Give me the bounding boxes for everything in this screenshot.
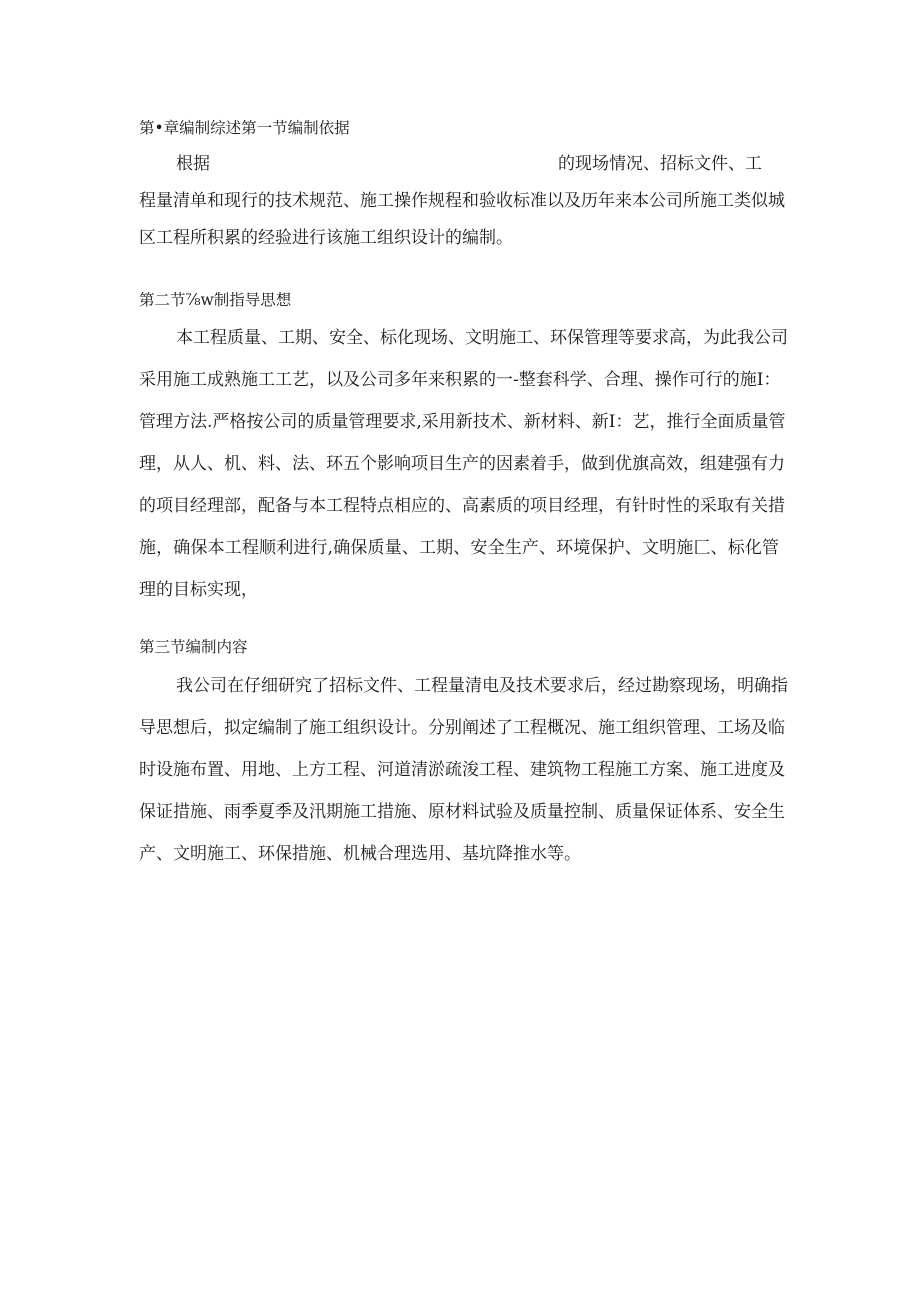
section1-line1-start: 根据: [176, 154, 210, 174]
section3-line: 时设施布置、用地、上方工程、河道清淤疏浚工程、建筑物工程施工方案、施工进度及: [139, 760, 785, 780]
section2-line: 理的目标实现，: [139, 580, 258, 600]
section2-line: 本工程质量、工期、安全、标化现场、文明施工、环保管理等要求高，为此我公司: [176, 328, 788, 348]
section2-line: 施，确保本工程顺利进行,确保质量、工期、安全生产、环境保护、文明施匚、标化管: [139, 538, 779, 558]
section2-line: 的项目经理部，配备与本工程特点相应的、高素质的项目经理，有针时性的采取有关措: [139, 496, 785, 516]
section3-line: 我公司在仔细研究了招标文件、工程量清电及技术要求后，经过勘察现场，明确指: [176, 676, 788, 696]
section3-line: 产、文明施工、环保措施、机械合理选用、基坑降推水等。: [139, 844, 581, 864]
section1-line: 区工程所积累的经验进行该施工组织设计的编制。: [139, 228, 513, 248]
section2-line: 管理方法.严格按公司的质量管理要求,采用新技术、新材料、新I：艺，推行全面质量管: [139, 412, 786, 432]
section2-heading: 第二节⅞w制指导思想: [139, 291, 292, 309]
section2-line: 理，从人、机、料、法、环五个影响项目生产的因素着手，做到优旗高效，组建强有力: [139, 454, 785, 474]
section2-line: 采用施工成熟施工工艺，以及公司多年来积累的一-整套科学、合理、操作可行的施I：: [139, 370, 781, 390]
chapter-heading: 第•章编制综述第一节编制依据: [139, 119, 350, 137]
section3-heading: 第三节编制内容: [139, 638, 248, 656]
section3-line: 导思想后，拟定编制了施工组织设计。分别阐述了工程概况、施工组织管理、工场及临: [139, 718, 785, 738]
section1-line: 程量清单和现行的技术规范、施工操作规程和验收标准以及历年来本公司所施工类似城: [139, 191, 785, 211]
section1-line1-end: 的现场情况、招标文件、工: [558, 154, 762, 174]
section3-line: 保证措施、雨季夏季及汛期施工措施、原材料试验及质量控制、质量保证体系、安全生: [139, 802, 785, 822]
